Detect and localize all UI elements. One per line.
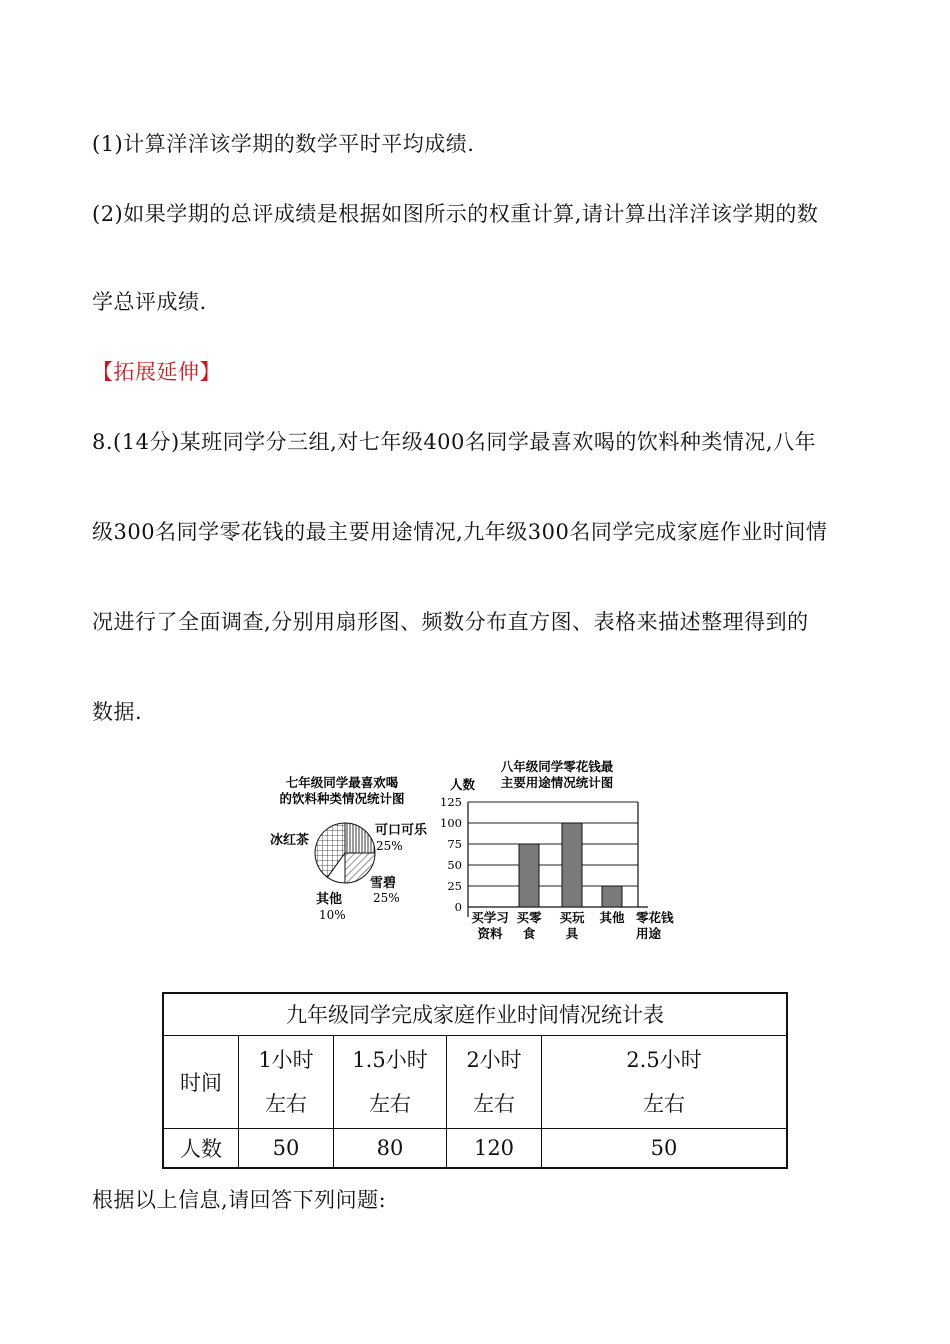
closing-line: 根据以上信息,请回答下列问题: [92,1188,387,1212]
bar-category-label: 食 [522,926,536,941]
bar-category-label: 买零 [516,910,542,925]
pie-title-line2: 的饮料种类情况统计图 [279,791,405,806]
table-count-2-5h: 50 [542,1128,788,1168]
problem-8-line4: 数据. [92,700,143,724]
pie-label-qt-pct: 10% [319,908,346,922]
question-2-line1: (2)如果学期的总评成绩是根据如图所示的权重计算,请计算出洋洋该学期的数 [92,202,819,226]
bar-1 [519,844,539,907]
pie-title-line1: 七年级同学最喜欢喝 [285,775,399,790]
table-row-head-time: 时间 [163,1035,239,1128]
table-title: 九年级同学完成家庭作业时间情况统计表 [163,993,787,1035]
charts-figure [262,755,692,945]
table-count-1-5h: 80 [334,1128,447,1168]
pie-label-kkkl: 可口可乐 [375,823,428,838]
bar-ylabel: 人数 [450,777,476,792]
table-count-1h: 50 [239,1128,334,1168]
table-header-1-5h: 1.5小时 左右 [334,1035,447,1128]
bar-ytick-label: 100 [440,816,462,830]
bar-3 [602,886,622,907]
pie-slice-kkkl [345,823,375,853]
pie-label-bht: 冰红茶 [270,833,310,848]
pie-label-xb-pct: 25% [373,891,400,905]
bar-category-label: 买玩 [559,910,585,925]
table-header-2-5h: 2.5小时 左右 [542,1035,788,1128]
bar-ytick-label: 50 [447,858,462,872]
table-row-head-count: 人数 [163,1128,239,1168]
bar-title-line2: 主要用途情况统计图 [500,775,614,790]
problem-8-line2: 级300名同学零花钱的最主要用途情况,九年级300名同学完成家庭作业时间情 [92,520,828,544]
bar-xlabel-line2: 用途 [636,926,662,941]
problem-8-line1: 8.(14分)某班同学分三组,对七年级400名同学最喜欢喝的饮料种类情况,八年 [92,430,817,454]
bar-ytick-label: 0 [454,900,462,914]
bar-ytick-label: 125 [440,795,462,809]
homework-time-table [162,992,788,1169]
question-2-line2: 学总评成绩. [92,290,207,314]
section-heading: 【拓展延伸】 [92,360,221,384]
bar-2 [562,823,582,907]
bar-xlabel-line1: 零花钱 [636,910,674,925]
bar-category-label: 买学习 [471,910,509,925]
bar-chart [440,759,674,941]
bar-category-label: 具 [565,926,579,941]
bar-ytick-label: 75 [447,837,462,851]
bar-category-label: 资料 [477,926,503,941]
pie-label-xb: 雪碧 [370,876,397,891]
question-1: (1)计算洋洋该学期的数学平时平均成绩. [92,132,475,156]
pie-label-qt: 其他 [316,892,343,907]
problem-8-line3: 况进行了全面调查,分别用扇形图、频数分布直方图、表格来描述整理得到的 [92,610,809,634]
table-header-2h: 2小时 左右 [447,1035,542,1128]
pie-label-kkkl-pct: 25% [376,839,403,853]
table-header-1h: 1小时 左右 [239,1035,334,1128]
bar-category-label: 其他 [599,910,625,925]
bar-title-line1: 八年级同学零花钱最 [500,759,614,774]
bar-ytick-label: 25 [447,879,462,893]
pie-chart [270,775,428,922]
table-count-2h: 120 [447,1128,542,1168]
